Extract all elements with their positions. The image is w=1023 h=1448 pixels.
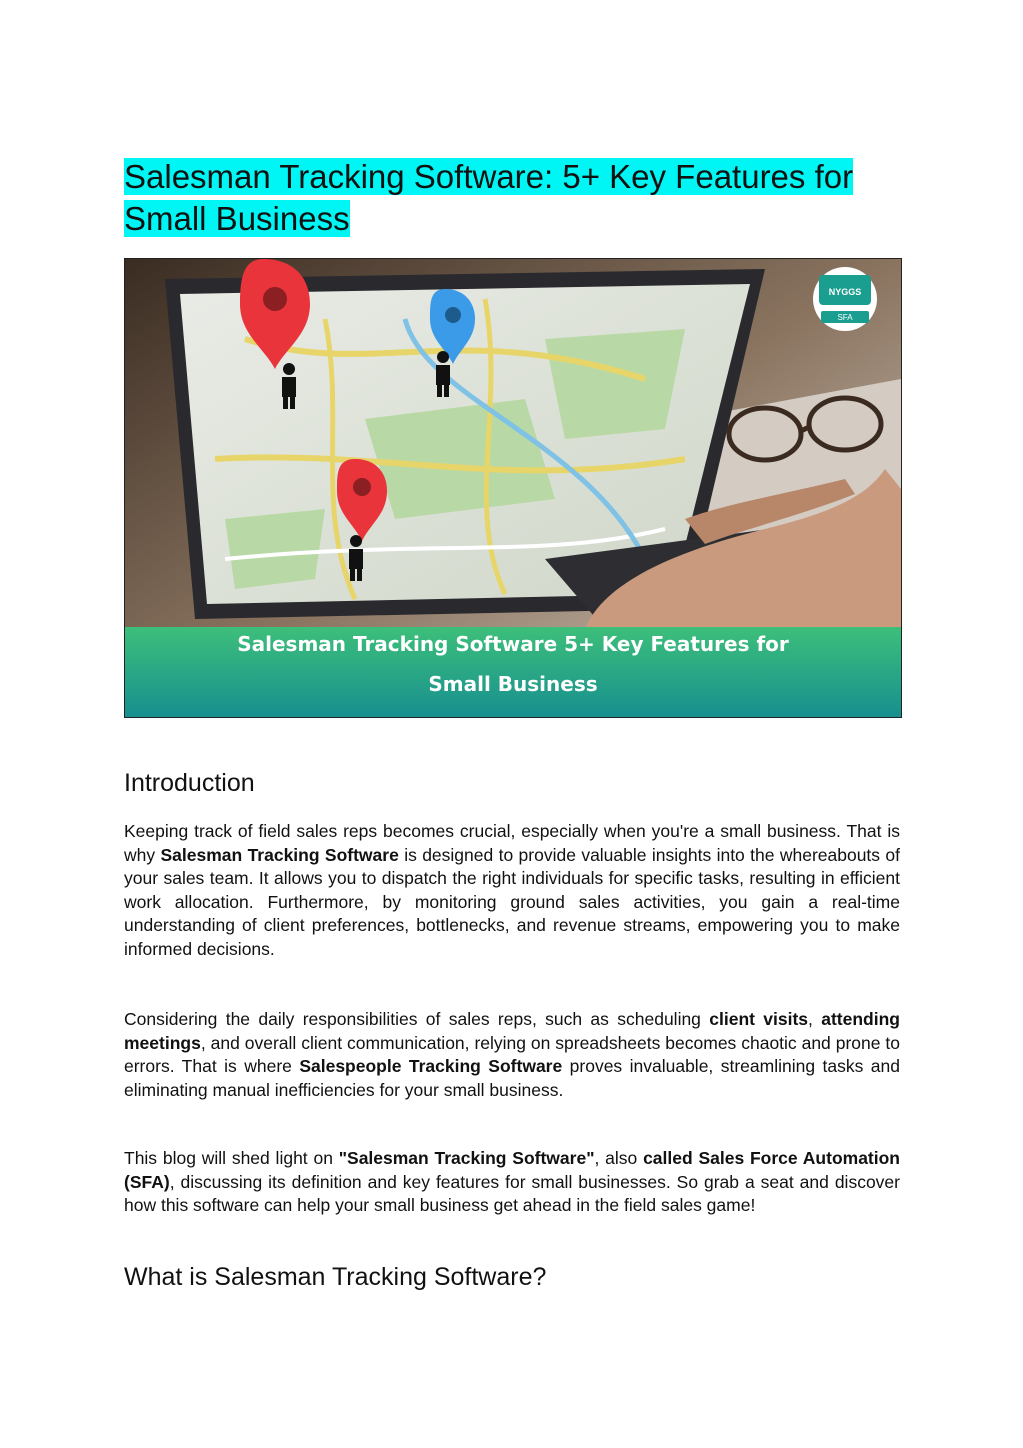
logo-text: NYGGS	[828, 287, 862, 297]
banner-line-2: Small Business	[428, 672, 598, 696]
logo-sub: SFA	[837, 313, 853, 322]
section-heading-what-is: What is Salesman Tracking Software?	[124, 1263, 547, 1291]
intro-paragraph-3: This blog will shed light on "Salesman Tracking Software", also called Sales Force Automation (SFA), discussing its definition and key features for small businesses. So grab a seat and discover how this software can help your small business get ahead in the field sales game!	[124, 1148, 900, 1216]
nyggs-logo	[813, 267, 877, 331]
banner-line-1: Salesman Tracking Software 5+ Key Features for	[237, 632, 789, 656]
hero-image	[124, 258, 902, 718]
intro-paragraph-2: Considering the daily responsibilities of sales reps, such as scheduling client visits, attending meetings, and overall client communication, relying on spreadsheets becomes chaotic and prone to errors. That is where Salespeople Tracking Software proves invaluable, streamlining tasks and eliminating manual inefficiencies for your small business.	[124, 1009, 900, 1100]
page-title: Salesman Tracking Software: 5+ Key Features for Small Business	[124, 158, 854, 237]
intro-heading: Introduction	[124, 769, 255, 797]
intro-paragraph-1: Keeping track of field sales reps becomes crucial, especially when you're a small business. That is why Salesman Tracking Software is designed to provide valuable insights into the whereabouts of your sales team. It allows you to dispatch the right individuals for specific tasks, resulting in efficient work allocation. Furthermore, by monitoring ground sales activities, you gain a real-time understanding of client preferences, bottlenecks, and revenue streams, empowering you to make informed decisions.	[124, 821, 901, 959]
